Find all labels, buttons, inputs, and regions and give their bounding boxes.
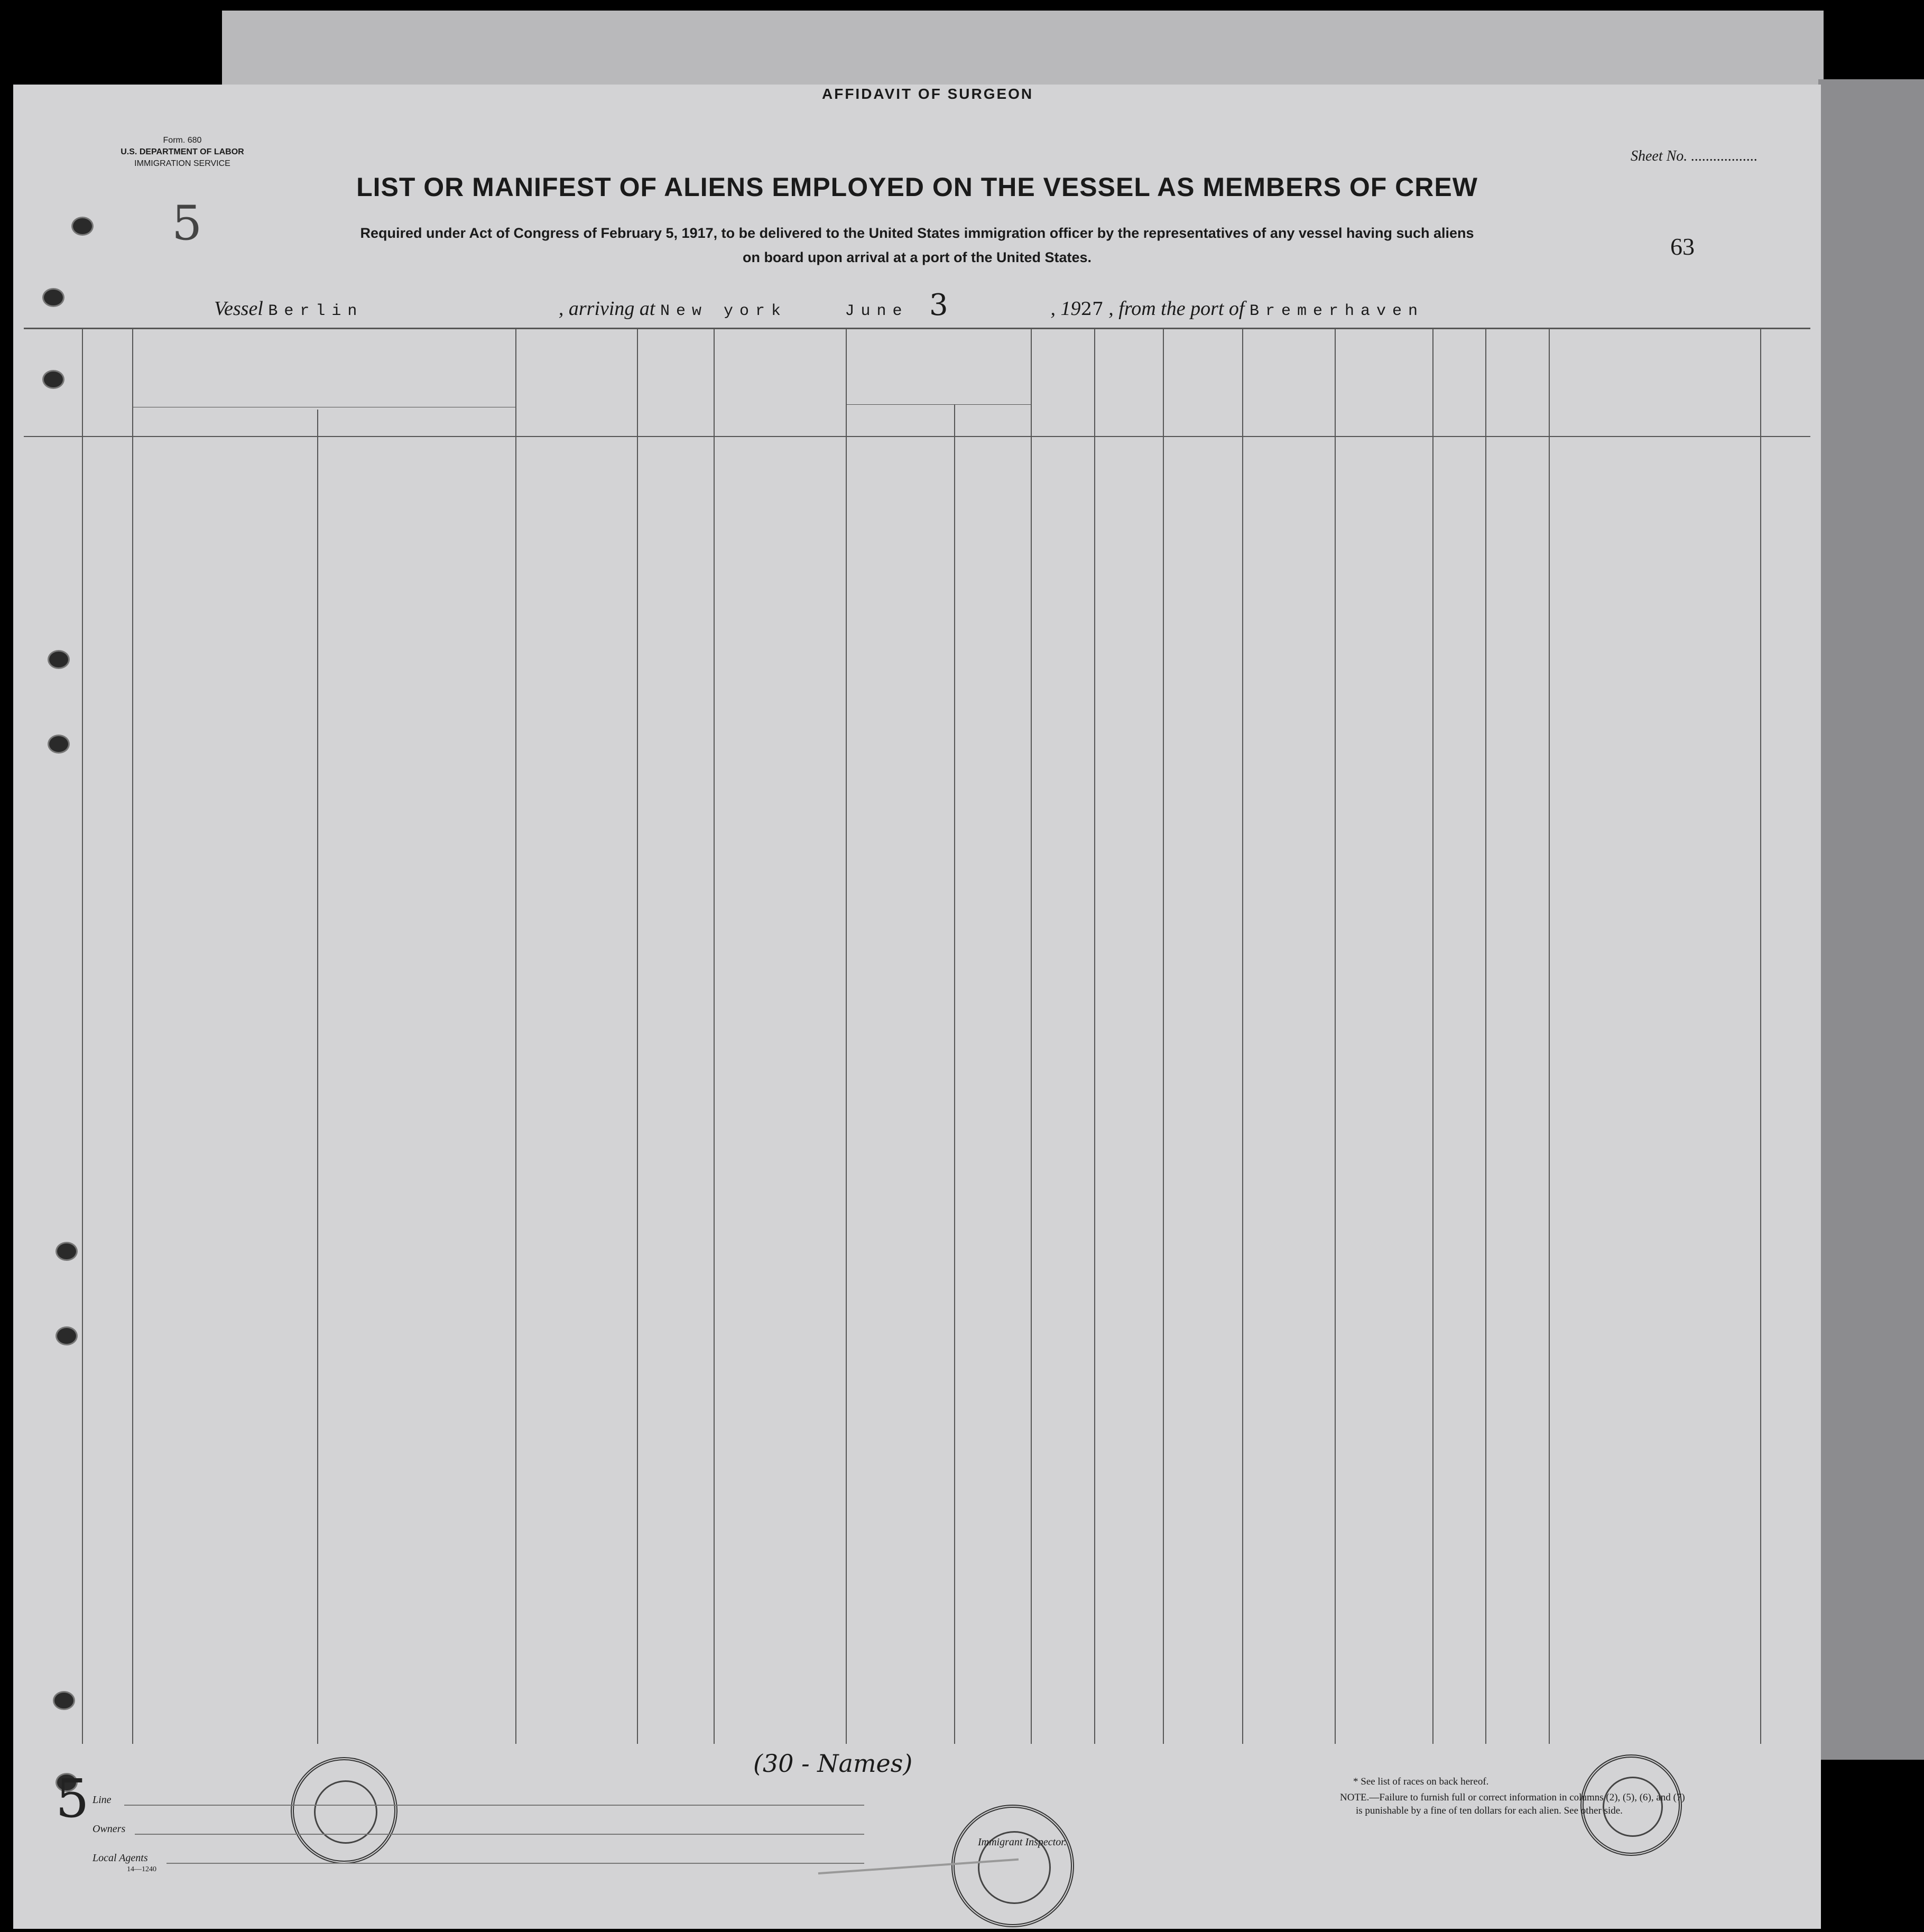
punch-hole xyxy=(71,217,94,236)
column-rule xyxy=(1549,328,1550,1744)
affidavit-heading: AFFIDAVIT OF SURGEON xyxy=(822,86,1034,102)
line-field xyxy=(124,1805,864,1806)
departure-port: Bremerhaven xyxy=(1249,302,1424,320)
column-rule xyxy=(714,328,715,1744)
column-rule xyxy=(954,404,955,1744)
column-rule xyxy=(1760,328,1761,1744)
punch-hole xyxy=(42,288,64,307)
sheet-number: 63 xyxy=(1670,233,1695,260)
arrival-year: 27 xyxy=(1080,299,1104,320)
sheet-no-label: Sheet No. .................. xyxy=(1631,148,1758,164)
punch-hole xyxy=(56,1242,78,1261)
column-rule xyxy=(1335,328,1336,1744)
arrival-month: June xyxy=(845,302,909,320)
background-sheet-edge xyxy=(1818,79,1924,1760)
column-rule xyxy=(132,328,133,1744)
vessel-line: Vessel Berlin , arriving at New york June 3 , 1927 , from the port of Bremerhaven xyxy=(214,288,1424,322)
column-rule xyxy=(1432,328,1433,1744)
column-rule xyxy=(515,328,516,1744)
column-rule xyxy=(1242,328,1243,1744)
column-rule xyxy=(82,328,83,1744)
form-id-block: Form. 680 U.S. DEPARTMENT OF LABOR IMMIGRATION SERVICE xyxy=(121,136,244,168)
column-rule xyxy=(1031,328,1032,1744)
column-rule xyxy=(1094,328,1095,1744)
manifest-sheet xyxy=(13,85,1821,1929)
table-top-rule xyxy=(24,328,1810,329)
shipped-subrule xyxy=(846,404,1031,405)
punch-hole xyxy=(53,1691,75,1710)
owners-label: Owners xyxy=(92,1823,126,1835)
column-rule xyxy=(1163,328,1164,1744)
column-rule xyxy=(846,328,847,1744)
races-note: * See list of races on back hereof. xyxy=(1353,1776,1489,1787)
names-count-note: (30 - Names) xyxy=(753,1749,913,1778)
arrival-port: New york xyxy=(660,302,788,320)
column-rule xyxy=(637,328,638,1744)
punch-hole xyxy=(42,370,64,389)
column-rule xyxy=(317,410,318,1744)
agents-label: Local Agents xyxy=(92,1852,148,1864)
line-label: Line xyxy=(92,1794,112,1806)
note-line-2: is punishable by a fine of ten dollars for each alien. See other side. xyxy=(1356,1805,1623,1816)
form-code: 14—1240 xyxy=(127,1865,156,1873)
inspector-label: Immigrant Inspector. xyxy=(978,1836,1067,1848)
note-line-1: NOTE.—Failure to furnish full or correct information in columns (2), (5), (6), and (7) xyxy=(1340,1792,1685,1803)
punch-hole xyxy=(48,650,70,669)
owners-field xyxy=(135,1834,864,1835)
agents-field xyxy=(166,1863,864,1864)
margin-mark-bottom: 5 xyxy=(56,1768,89,1829)
subtitle: Required under Act of Congress of February 5, 1917, to be delivered to the United States immigration officer by the representatives of any vessel having such aliens on board upon arrival at a port of the United States. xyxy=(360,225,1474,265)
vessel-name: Berlin xyxy=(268,302,364,320)
punch-hole xyxy=(48,735,70,754)
column-rule xyxy=(1485,328,1486,1744)
arrival-day: 3 xyxy=(929,288,948,322)
page-title: LIST OR MANIFEST OF ALIENS EMPLOYED ON THE VESSEL AS MEMBERS OF CREW xyxy=(356,172,1478,202)
punch-hole xyxy=(56,1326,78,1345)
header-bottom-rule xyxy=(24,436,1810,437)
consulate-stamp xyxy=(291,1757,397,1864)
margin-mark: 5 xyxy=(172,196,202,251)
